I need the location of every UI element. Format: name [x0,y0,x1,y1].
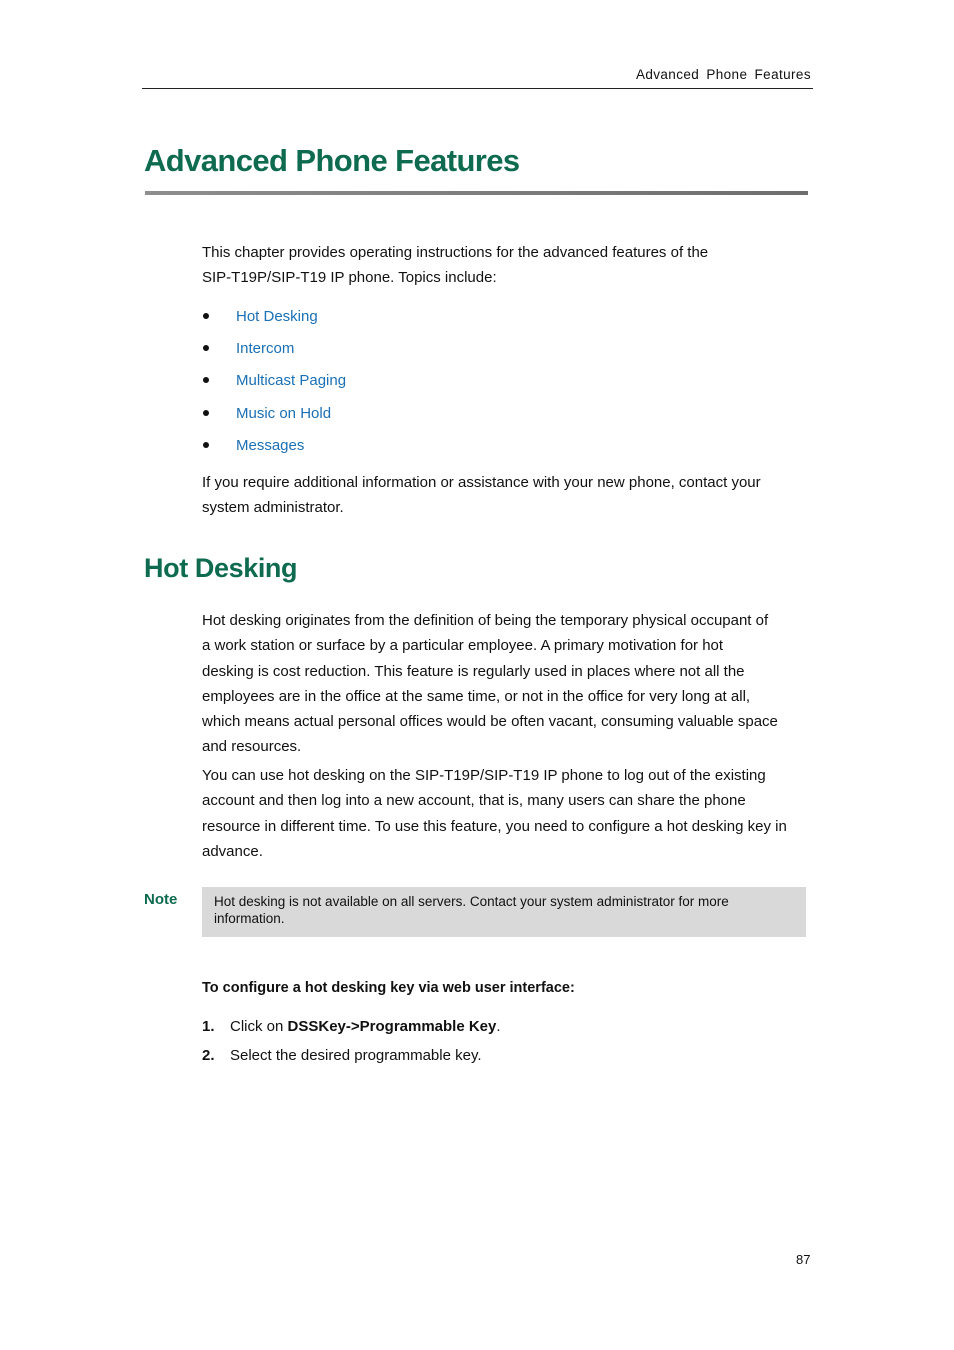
list-item [202,304,602,336]
note-box [202,887,806,937]
note-label: Note [144,891,178,908]
section-title: Hot Desking [144,553,298,583]
list-item [202,433,602,465]
bullet-icon [203,410,209,416]
paragraph-line: advance. [202,842,263,860]
topic-link-music-on-hold[interactable]: Music on Hold [236,404,332,422]
procedure-title: To configure a hot desking key via web user interface: [202,980,575,996]
paragraph-line: employees are in the office at the same time, or not in the office for very long at all, [202,687,751,705]
step-suffix: . [496,1018,501,1035]
paragraph-line: desking is cost reduction. This feature is regularly used in places where not all the [202,662,745,680]
paragraph-line: account and then log into a new account, that is, many users can share the phone [202,792,746,810]
step-item [202,1043,802,1072]
paragraph-line: You can use hot desking on the SIP-T19P/SIP-T19 IP phone to log out of the existing [202,767,766,784]
paragraph-line: which means actual personal offices would be often vacant, consuming valuable space [202,713,778,731]
topic-link-hot-desking[interactable]: Hot Desking [236,308,318,325]
procedure-steps [202,1014,802,1072]
bullet-icon [203,313,209,319]
paragraph-line: Hot desking originates from the definition of being the temporary physical occupant of [202,612,769,629]
intro-line: This chapter provides operating instructions for the advanced features of the [202,244,709,261]
topics-list [202,304,602,465]
running-header: Advanced Phone Features [635,67,811,82]
topic-link-messages[interactable]: Messages [236,436,305,454]
hot-desking-paragraph-1 [202,608,814,760]
note-line: information. [214,911,285,926]
closing-line: system administrator. [202,499,344,517]
step-text: Select the desired programmable key. [230,1047,482,1064]
hot-desking-paragraph-2 [202,763,814,864]
bullet-icon [203,442,209,448]
step-item [202,1014,802,1043]
menu-path: DSSKey->Programmable Key [287,1018,497,1035]
page-number: 87 [796,1252,811,1267]
list-item [202,368,602,400]
paragraph-line: resource in different time. To use this feature, you need to configure a hot desking key in [202,817,787,835]
title-rule [145,191,808,195]
note-line: Hot desking is not available on all servers. Contact your system administrator for more [214,894,729,909]
step-prefix: Click on [230,1018,288,1035]
chapter-title: Advanced Phone Features [144,143,520,178]
step-number: 1. [202,1018,215,1035]
paragraph-line: a work station or surface by a particular employee. A primary motivation for hot [202,637,724,655]
list-item [202,401,602,433]
header-rule [142,88,813,89]
topic-link-multicast-paging[interactable]: Multicast Paging [236,372,347,390]
topic-link-intercom[interactable]: Intercom [236,340,295,358]
closing-line: If you require additional information or assistance with your new phone, contact your [202,474,761,491]
intro-paragraph [202,240,814,291]
bullet-icon [203,377,209,383]
closing-paragraph [202,470,814,521]
list-item [202,336,602,368]
step-text [230,1014,501,1039]
step-number: 2. [202,1047,215,1064]
intro-line: SIP-T19P/SIP-T19 IP phone. Topics include: [202,269,497,287]
paragraph-line: and resources. [202,738,302,756]
bullet-icon [203,345,209,351]
